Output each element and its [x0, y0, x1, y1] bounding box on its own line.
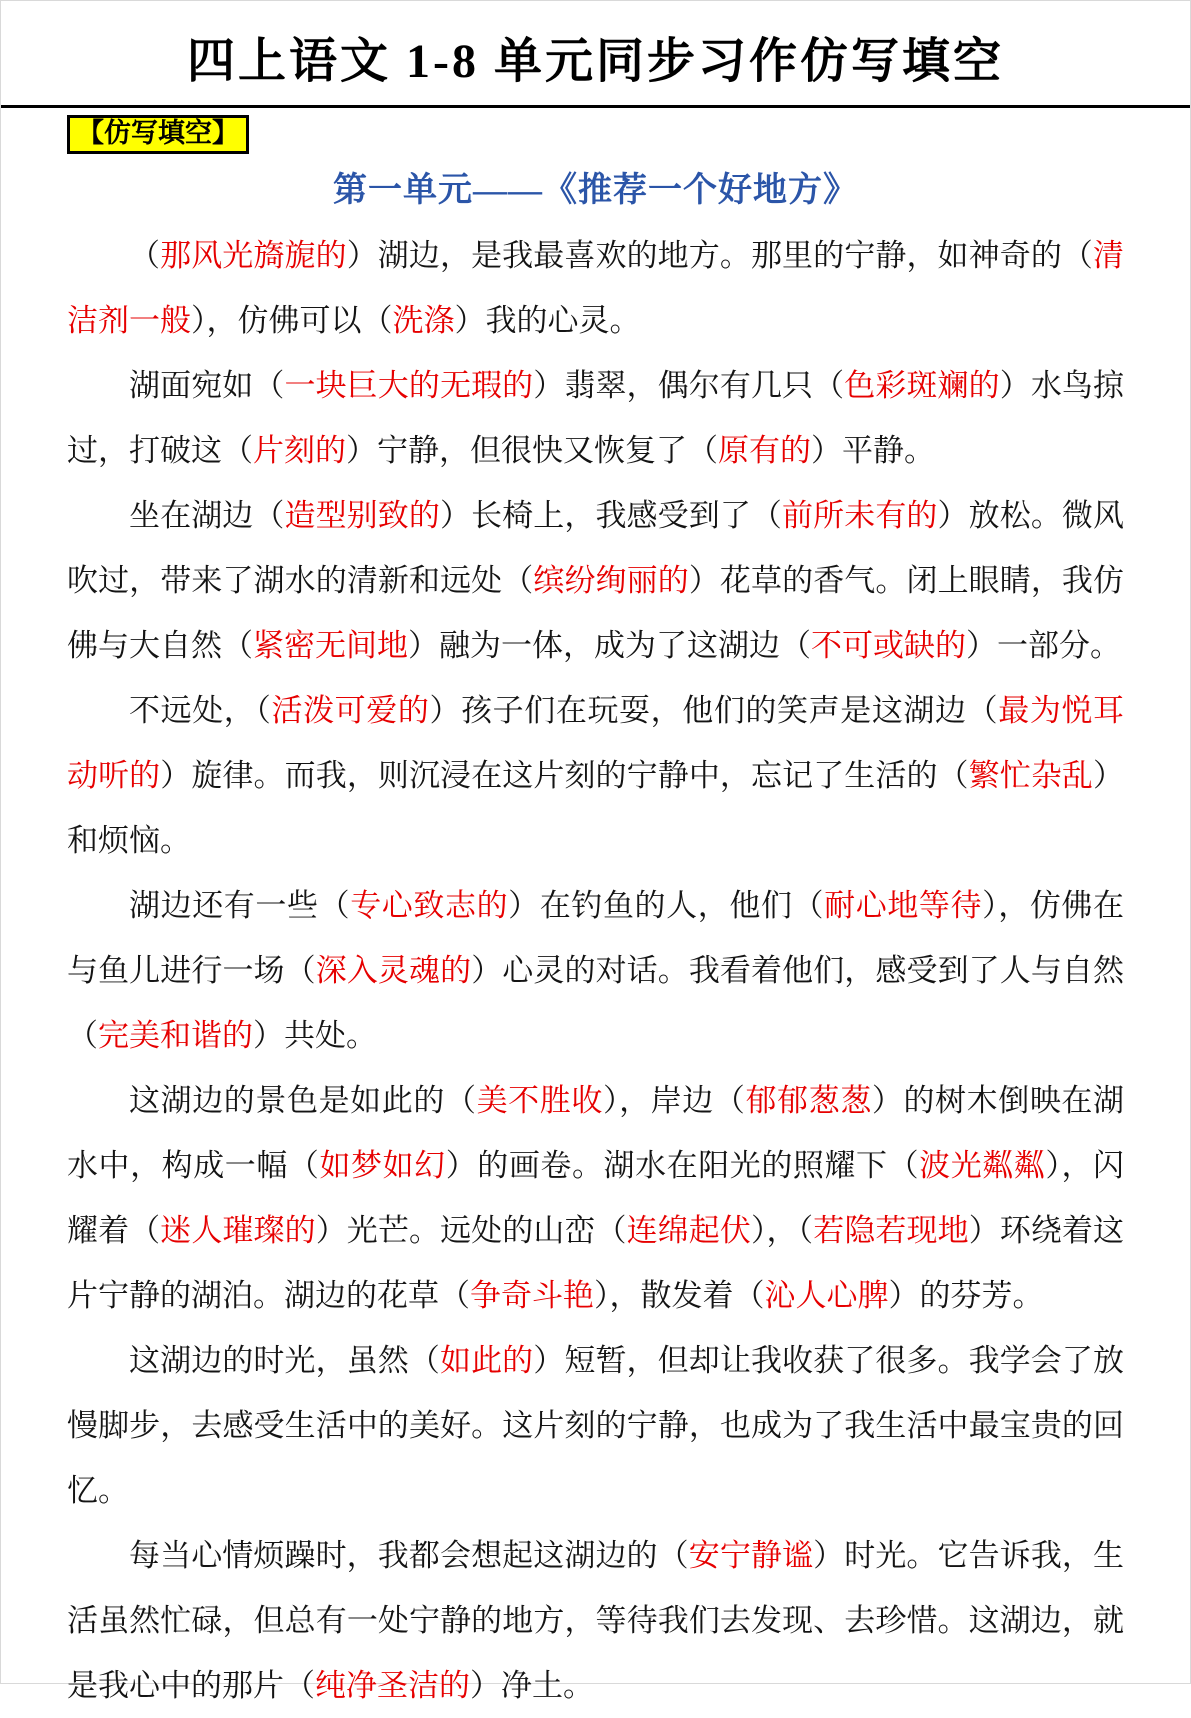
- blank-answer: 紧密无间地: [253, 627, 408, 663]
- blank-answer: 沁人心脾: [764, 1277, 889, 1313]
- blank-answer: 美不胜收: [476, 1082, 603, 1118]
- body-text: （: [129, 237, 161, 273]
- blank-answer: 最为悦耳动听的: [67, 692, 1125, 793]
- blank-answer: 完美和谐的: [98, 1017, 253, 1053]
- body-text: ）长椅上，我感受到了（: [439, 497, 783, 533]
- body-text: ）放松。微风吹过，带来了湖水的清新和远处（: [67, 497, 1125, 598]
- body-text: ）翡翠，偶尔有几只（: [533, 367, 845, 403]
- essay-content: [67, 223, 1124, 1718]
- body-text: ），仿佛在与鱼儿进行一场（: [67, 887, 1125, 988]
- paragraph: [67, 1328, 1124, 1523]
- tag-row: [67, 115, 1190, 154]
- body-text: ）宁静，但很快又恢复了（: [346, 432, 718, 468]
- paragraph: [67, 353, 1124, 483]
- title-divider: [1, 105, 1190, 108]
- unit-heading: 第一单元——《推荐一个好地方》: [333, 171, 858, 209]
- paragraph: [67, 1523, 1124, 1718]
- blank-answer: 片刻的: [253, 432, 346, 468]
- body-text: ）孩子们在玩耍，他们的笑声是这湖边（: [429, 692, 999, 728]
- blank-answer: 连绵起伏: [626, 1212, 751, 1248]
- blank-answer: 波光粼粼: [919, 1147, 1046, 1183]
- body-text: 这湖边的景色是如此的（: [129, 1082, 477, 1118]
- blank-answer: 纯净圣洁的: [315, 1667, 470, 1703]
- body-text: ）和烦恼。: [67, 757, 1125, 858]
- body-text: ），仿佛可以（: [191, 302, 393, 338]
- body-text: ）的芬芳。: [888, 1277, 1044, 1313]
- body-text: ）的树木倒映在湖水中，构成一幅（: [67, 1082, 1125, 1183]
- body-text: ）在钓鱼的人，他们（: [508, 887, 825, 923]
- blank-answer: 那风光旖旎的: [160, 237, 347, 273]
- paragraph: [67, 223, 1124, 353]
- page-title: 四上语文 1-8 单元同步习作仿写填空: [187, 35, 1004, 88]
- body-text: ）湖边，是我最喜欢的地方。那里的宁静，如神奇的（: [346, 237, 1094, 273]
- body-text: ），闪耀着（: [67, 1147, 1125, 1248]
- body-text: ），（: [750, 1212, 814, 1248]
- body-text: ）旋律。而我，则沉浸在这片刻的宁静中，忘记了生活的（: [160, 757, 969, 793]
- body-text: ）平静。: [811, 432, 935, 468]
- body-text: ），岸边（: [602, 1082, 746, 1118]
- blank-answer: 专心致志的: [350, 887, 509, 923]
- blank-answer: 迷人璀璨的: [160, 1212, 316, 1248]
- blank-answer: 不可或缺的: [811, 627, 966, 663]
- blank-answer: 造型别致的: [284, 497, 440, 533]
- blank-answer: 色彩斑斓的: [844, 367, 1000, 403]
- body-text: ）融为一体，成为了这湖边（: [408, 627, 811, 663]
- body-text: ）水鸟掠过，打破这（: [67, 367, 1125, 468]
- body-text: 每当心情烦躁时，我都会想起这湖边的（: [129, 1537, 689, 1573]
- blank-answer: 前所未有的: [782, 497, 938, 533]
- body-text: 湖面宛如（: [129, 367, 285, 403]
- blank-answer: 缤纷绚丽的: [533, 562, 689, 598]
- body-text: ）的画卷。湖水在阳光的照耀下（: [445, 1147, 920, 1183]
- blank-answer: 深入灵魂的: [315, 952, 472, 988]
- body-text: ）时光。它告诉我，生活虽然忙碌，但总有一处宁静的地方，等待我们去发现、去珍惜。这湖边，就是我心中的那片（: [67, 1537, 1125, 1703]
- body-text: 坐在湖边（: [129, 497, 285, 533]
- body-text: ）短暂，但却让我收获了很多。我学会了放慢脚步，去感受生活中的美好。这片刻的宁静，也成为了我生活中最宝贵的回忆。: [67, 1342, 1125, 1508]
- body-text: 湖边还有一些（: [129, 887, 351, 923]
- blank-answer: 原有的: [718, 432, 811, 468]
- blank-answer: 若隐若现地: [813, 1212, 969, 1248]
- blank-answer: 一块巨大的无瑕的: [284, 367, 534, 403]
- blank-answer: 如此的: [439, 1342, 534, 1378]
- blank-answer: 安宁静谧: [688, 1537, 814, 1573]
- body-text: 这湖边的时光，虽然（: [129, 1342, 440, 1378]
- body-text: ）花草的香气。闭上眼睛，我仿佛与大自然（: [67, 562, 1125, 663]
- body-text: ）我的心灵。: [454, 302, 641, 338]
- paragraph: [67, 678, 1124, 873]
- body-text: ），散发着（: [594, 1277, 765, 1313]
- body-text: ）一部分。: [966, 627, 1121, 663]
- blank-answer: 争奇斗艳: [470, 1277, 594, 1313]
- blank-answer: 洗涤: [392, 302, 455, 338]
- body-text: ）共处。: [253, 1017, 377, 1053]
- body-text: ）心灵的对话。我看着他们，感受到了人与自然（: [67, 952, 1125, 1053]
- blank-answer: 活泼可爱的: [271, 692, 430, 728]
- blank-answer: 如梦如幻: [319, 1147, 446, 1183]
- blank-answer: 繁忙杂乱: [968, 757, 1094, 793]
- paragraph: [67, 873, 1124, 1068]
- body-text: ）环绕着这片宁静的湖泊。湖边的花草（: [67, 1212, 1125, 1313]
- paragraph: [67, 483, 1124, 678]
- paragraph: [67, 1068, 1124, 1328]
- body-text: ）光芒。远处的山峦（: [315, 1212, 627, 1248]
- blank-answer: 耐心地等待: [824, 887, 983, 923]
- body-text: 不远处，（: [129, 692, 272, 728]
- blank-answer: 郁郁葱葱: [745, 1082, 872, 1118]
- blank-answer: 清洁剂一般: [67, 237, 1125, 338]
- section-tag: 【仿写填空】: [67, 115, 249, 154]
- body-text: ）净土。: [470, 1667, 594, 1703]
